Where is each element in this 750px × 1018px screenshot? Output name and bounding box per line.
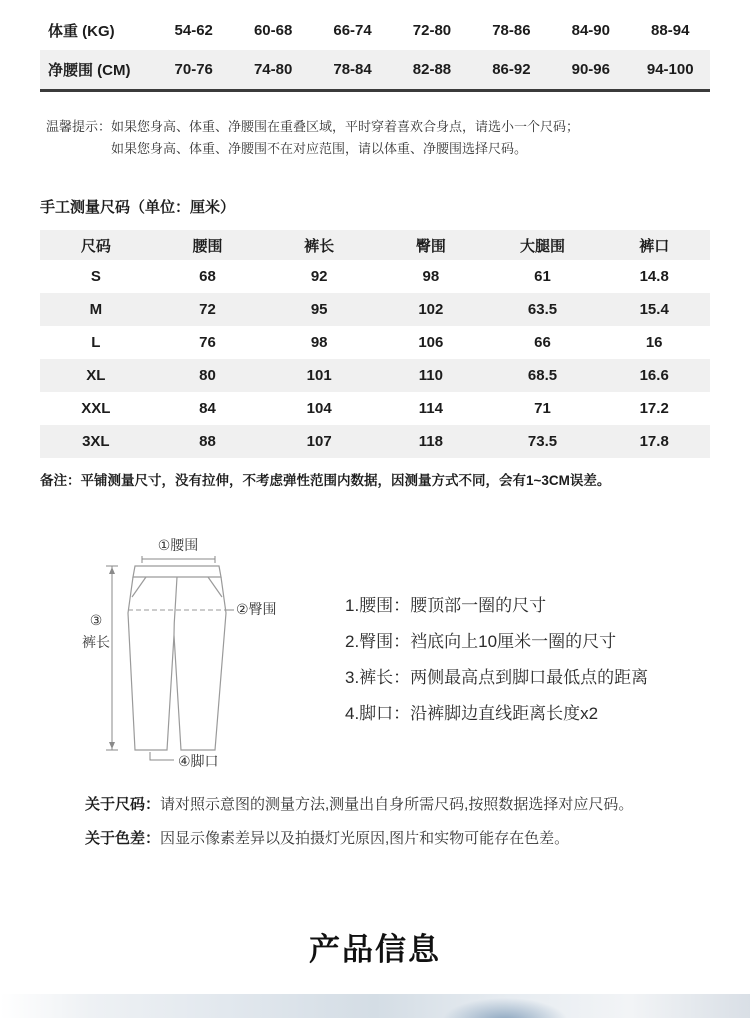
about-color — [85, 827, 750, 848]
length-label-num: ③ — [89, 612, 103, 628]
hip-label: ②臀围 — [236, 601, 277, 617]
size-row-m — [40, 293, 710, 326]
about-size-label: 关于尺码： — [85, 796, 161, 813]
size-cell: XL — [86, 367, 106, 384]
fit-row-waist — [40, 50, 710, 89]
pants-diagram-svg — [80, 553, 280, 770]
size-cell: 16 — [645, 334, 663, 351]
size-table-header — [40, 230, 710, 260]
size-cell: XXL — [81, 400, 111, 417]
fit-cell: 78-86 — [492, 22, 531, 39]
fit-cell: 90-96 — [571, 61, 610, 78]
clipped-row — [40, 0, 710, 11]
size-row-3xl — [40, 425, 710, 458]
measure-explanations — [345, 588, 648, 732]
about-size — [85, 793, 750, 814]
explanation-line: 1.腰围：腰顶部一圈的尺寸 — [345, 596, 547, 615]
size-cell: 14.8 — [639, 268, 669, 285]
size-cell: 68 — [199, 268, 216, 285]
size-cell: 68.5 — [527, 367, 558, 384]
explanation-line: 4.脚口：沿裤脚边直线距离长度x2 — [345, 704, 599, 723]
fit-row-weight — [40, 11, 710, 50]
header-cell: 裤口 — [639, 237, 670, 255]
size-cell: 17.8 — [639, 433, 669, 450]
size-table — [40, 230, 710, 458]
header-cell: 臀围 — [415, 237, 446, 255]
warm-tips-line: 如果您身高、体重、净腰围在重叠区域，平时穿着喜欢合身点，请选小一个尺码； — [111, 119, 580, 134]
measure-note — [40, 469, 710, 489]
size-cell: 16.6 — [639, 367, 669, 384]
size-row-l — [40, 326, 710, 359]
fit-table — [40, 0, 710, 89]
fit-row-label: 净腰围 (CM) — [48, 62, 131, 79]
next-image-strip — [0, 994, 750, 1018]
size-cell: 107 — [306, 433, 332, 450]
size-cell: L — [91, 334, 101, 351]
size-cell: 102 — [418, 301, 444, 318]
fit-cell: 78-84 — [333, 61, 372, 78]
size-cell: 84 — [199, 400, 216, 417]
length-label-text: 裤长 — [82, 634, 110, 650]
header-cell: 腰围 — [192, 237, 223, 255]
header-cell: 尺码 — [80, 237, 111, 255]
header-cell: 大腿围 — [520, 237, 566, 255]
size-table-title: 手工测量尺码（单位：厘米） — [40, 199, 236, 216]
fit-cell: 74-80 — [253, 61, 293, 78]
explanation-line: 2.臀围：裆底向上10厘米一圈的尺寸 — [345, 632, 617, 651]
warm-tips-label: 温馨提示： — [46, 119, 112, 134]
warm-tips — [46, 116, 750, 160]
size-cell: 61 — [534, 268, 551, 285]
size-cell: 3XL — [82, 433, 110, 450]
fit-cell: 72-80 — [412, 22, 452, 39]
size-cell: 73.5 — [527, 433, 558, 450]
size-cell: S — [90, 268, 101, 285]
clipped-row-label — [48, 0, 710, 11]
fit-cell: 70-76 — [174, 61, 213, 78]
size-cell: 88 — [199, 433, 216, 450]
size-cell: 15.4 — [639, 301, 669, 318]
size-cell: 104 — [306, 400, 332, 417]
size-cell: 71 — [534, 400, 551, 417]
size-cell: 98 — [310, 334, 328, 351]
explanation-line: 3.裤长：两侧最高点到脚口最低点的距离 — [345, 668, 649, 687]
warm-tips-lines — [111, 116, 579, 160]
hem-label: ④脚口 — [178, 753, 219, 769]
size-cell: 95 — [310, 301, 328, 318]
size-cell: 110 — [418, 367, 443, 384]
table-divider — [40, 89, 710, 92]
size-cell: M — [89, 301, 103, 318]
fit-cell: 54-62 — [174, 22, 213, 39]
fit-row-label: 体重 (KG) — [48, 23, 115, 40]
about-size-text: 请对照示意图的测量方法,测量出自身所需尺码,按照数据选择对应尺码。 — [160, 796, 634, 813]
product-info-title: 产品信息 — [309, 932, 441, 967]
size-row-xl — [40, 359, 710, 392]
size-cell: 106 — [418, 334, 444, 351]
fit-cell: 66-74 — [333, 22, 372, 39]
size-cell: 17.2 — [639, 400, 669, 417]
size-cell: 66 — [534, 334, 551, 351]
about-color-text: 因显示像素差异以及拍摄灯光原因,图片和实物可能存在色差。 — [160, 830, 570, 847]
size-row-s — [40, 260, 710, 293]
fit-cell: 86-92 — [492, 61, 531, 78]
length-label — [76, 609, 116, 653]
size-cell: 98 — [422, 268, 440, 285]
measure-diagram — [0, 535, 750, 773]
size-cell: 63.5 — [527, 301, 558, 318]
fit-cell: 88-94 — [651, 22, 690, 39]
size-cell: 92 — [310, 268, 328, 285]
fit-cell: 84-90 — [571, 22, 610, 39]
fit-cell: 60-68 — [253, 22, 293, 39]
size-cell: 101 — [306, 367, 332, 384]
warm-tips-line: 如果您身高、体重、净腰围不在对应范围，请以体重、净腰围选择尺码。 — [111, 141, 528, 156]
fit-cell: 82-88 — [412, 61, 452, 78]
size-cell: 72 — [199, 301, 216, 318]
fit-cell: 94-100 — [646, 61, 694, 78]
size-cell: 118 — [418, 433, 443, 450]
header-cell: 裤长 — [304, 237, 335, 255]
measure-note-text: 平铺测量尺寸，没有拉伸，不考虑弹性范围内数据，因测量方式不同，会有1~3CM误差。 — [80, 473, 611, 488]
size-cell: 76 — [199, 334, 216, 351]
about-color-label: 关于色差： — [85, 830, 161, 847]
size-row-xxl — [40, 392, 710, 425]
waist-label: ①腰围 — [157, 537, 199, 553]
size-cell: 80 — [199, 367, 216, 384]
size-cell: 114 — [418, 400, 443, 417]
measure-note-label: 备注： — [40, 473, 81, 488]
